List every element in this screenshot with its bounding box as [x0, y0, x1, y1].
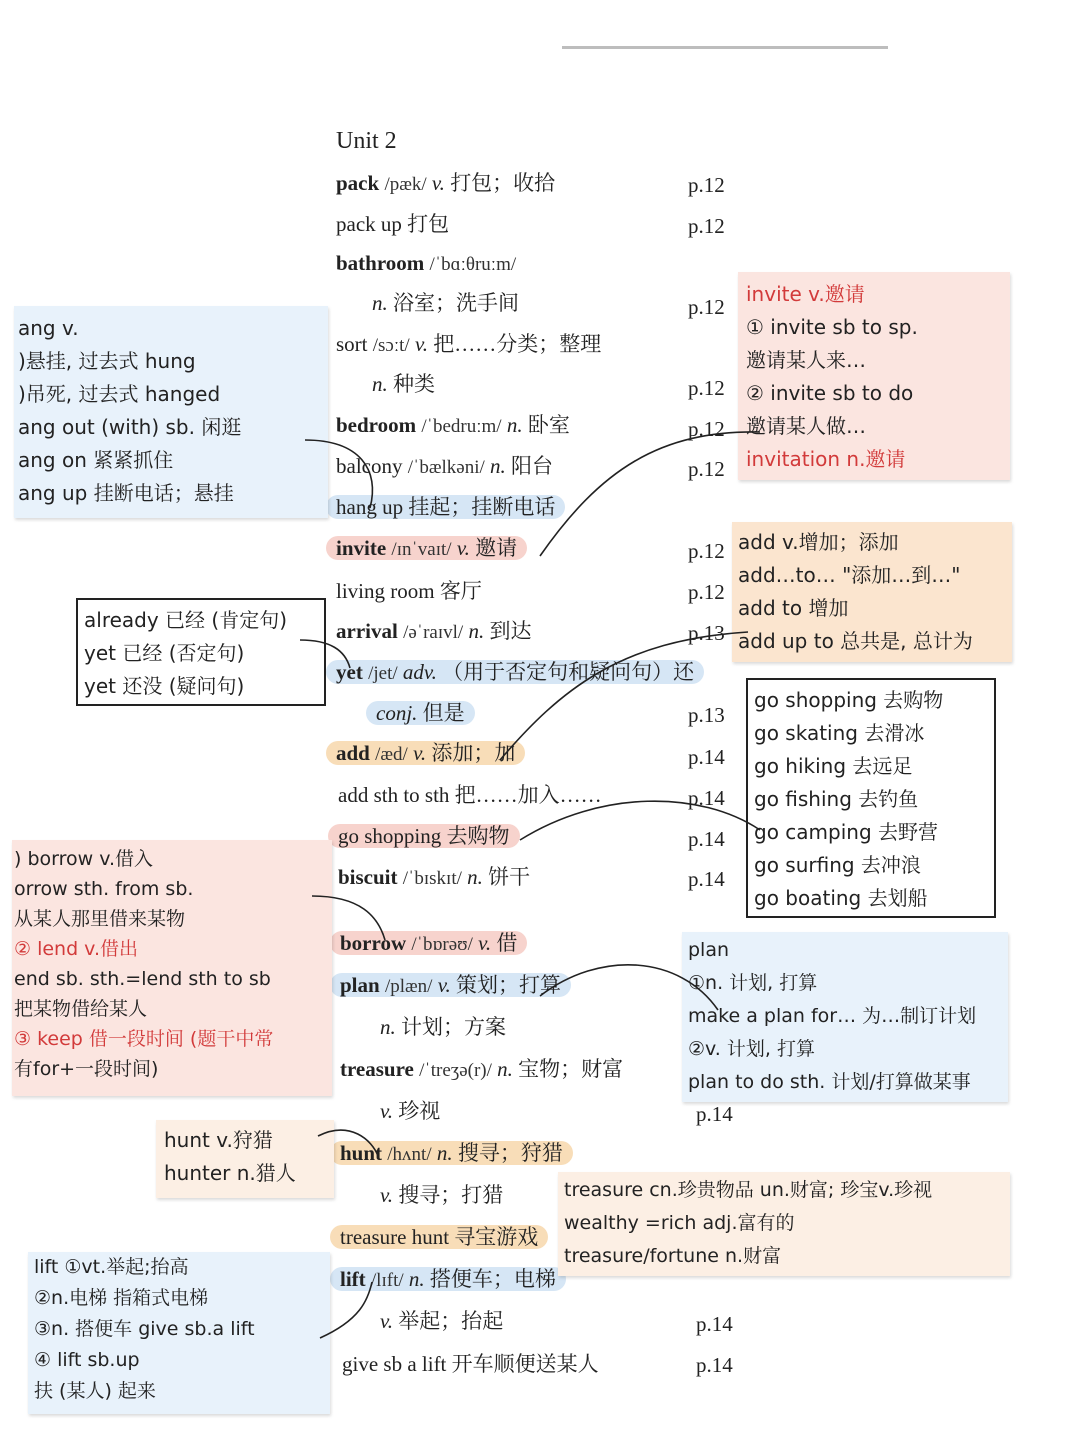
page-ref: p.12	[688, 457, 725, 481]
note-invite: invite v.邀请 ① invite sb to sp. 邀请某人来… ② invite sb to do 邀请某人做… invitation n.邀请	[738, 272, 1010, 480]
vocab-yet: yet /jet/ adv. （用于否定句和疑问句）还	[336, 655, 704, 689]
top-rule	[562, 46, 888, 49]
page-ref: p.13	[688, 621, 725, 645]
vocab-add-sth: add sth to sth 把……加入……	[338, 783, 602, 807]
vocab-bathroom-def: n. 浴室；洗手间	[372, 291, 519, 315]
page-ref: p.14	[696, 1312, 733, 1336]
page-ref: p.12	[688, 214, 725, 238]
vocab-invite: invite /ɪnˈvaɪt/ v. 邀请	[336, 531, 527, 565]
page-ref: p.12	[688, 295, 725, 319]
note-plan: plan ①n. 计划, 打算 make a plan for… 为…制订计划 ②v. 计划, 打算 plan to do sth. 计划/打算做某事	[682, 932, 1008, 1102]
vocab-borrow: borrow /ˈbɒrəʊ/ v. 借	[340, 926, 527, 960]
vocab-lift: lift /lɪft/ n. 搭便车；电梯	[340, 1262, 566, 1296]
vocab-pack: pack /pæk/ v. 打包；收拾	[336, 171, 556, 195]
vocab-balcony: balcony /ˈbælkəni/ n. 阳台	[336, 454, 554, 478]
vocab-treasure-def: v. 珍视	[380, 1099, 441, 1123]
unit-title: Unit 2	[336, 128, 397, 154]
vocab-lift-def: v. 举起；抬起	[380, 1309, 504, 1333]
note-go-activities: go shopping 去购物 go skating 去滑冰 go hiking 去远足 go fishing 去钓鱼 go camping 去野营 go surfing 去冲浪 go boating 去划船	[746, 678, 996, 918]
vocab-sort-def: n. 种类	[372, 372, 435, 396]
vocab-treasure-hunt: treasure hunt 寻宝游戏	[340, 1220, 548, 1254]
vocab-bathroom: bathroom /ˈbɑːθruːm/	[336, 251, 517, 275]
page-ref: p.12	[688, 539, 725, 563]
page-ref: p.14	[688, 786, 725, 810]
vocab-biscuit: biscuit /ˈbɪskɪt/ n. 饼干	[338, 865, 531, 889]
vocab-sort: sort /sɔːt/ v. 把……分类；整理	[336, 332, 602, 356]
note-lift: lift ①vt.举起;抬高 ②n.电梯 指箱式电梯 ③n. 搭便车 give sb.a lift ④ lift sb.up 扶 (某人) 起来	[28, 1252, 330, 1414]
note-hang: ang v. )悬挂, 过去式 hung )吊死, 过去式 hanged ang out (with) sb. 闲逛 ang on 紧紧抓住 ang up 挂断电话；悬挂	[14, 306, 328, 518]
vocab-living-room: living room 客厅	[336, 579, 482, 603]
page-ref: p.12	[688, 376, 725, 400]
vocab-plan-def: n. 计划；方案	[380, 1015, 506, 1039]
page-ref: p.14	[688, 827, 725, 851]
vocab-hunt: hunt /hʌnt/ n. 搜寻；狩猎	[340, 1136, 573, 1170]
page-ref: p.14	[688, 745, 725, 769]
vocab-give-lift: give sb a lift 开车顺便送某人	[342, 1352, 599, 1376]
page-ref: p.14	[696, 1102, 733, 1126]
connector-invite	[540, 432, 760, 556]
vocab-bedroom: bedroom /ˈbedruːm/ n. 卧室	[336, 413, 570, 437]
note-treasure: treasure cn.珍贵物品 un.财富; 珍宝v.珍视 wealthy =rich adj.富有的 treasure/fortune n.财富	[558, 1172, 1010, 1276]
page-ref: p.13	[688, 703, 725, 727]
vocab-arrival: arrival /əˈraɪvl/ n. 到达	[336, 619, 532, 643]
page-ref: p.14	[696, 1353, 733, 1377]
vocab-go-shopping: go shopping 去购物	[338, 819, 520, 853]
note-already-yet: already 已经 (肯定句) yet 已经 (否定句) yet 还没 (疑问句)	[76, 598, 326, 706]
vocab-add: add /æd/ v. 添加；加	[336, 736, 525, 770]
vocab-pack-up: pack up 打包	[336, 212, 450, 236]
page-ref: p.12	[688, 173, 725, 197]
note-add: add v.增加；添加 add…to… "添加…到…" add to 增加 add up to 总共是, 总计为	[732, 522, 1012, 662]
note-hunt: hunt v.狩猎 hunter n.猎人	[156, 1120, 334, 1198]
page-ref: p.12	[688, 417, 725, 441]
vocab-hunt-def: v. 搜寻；打猎	[380, 1183, 504, 1207]
vocab-yet-conj: conj. 但是	[376, 696, 475, 730]
note-borrow: ) borrow v.借入 orrow sth. from sb. 从某人那里借来某物 ② lend v.借出 end sb. sth.=lend sth to sb 把某物借给某人 ③ keep 借一段时间 (题干中常 有for+一段时间)	[12, 840, 332, 1096]
vocab-treasure: treasure /ˈtreʒə(r)/ n. 宝物；财富	[340, 1057, 624, 1081]
page-ref: p.14	[688, 867, 725, 891]
page-ref: p.12	[688, 580, 725, 604]
vocab-hang-up: hang up 挂起；挂断电话	[336, 490, 565, 524]
vocab-plan: plan /plæn/ v. 策划；打算	[340, 968, 571, 1002]
